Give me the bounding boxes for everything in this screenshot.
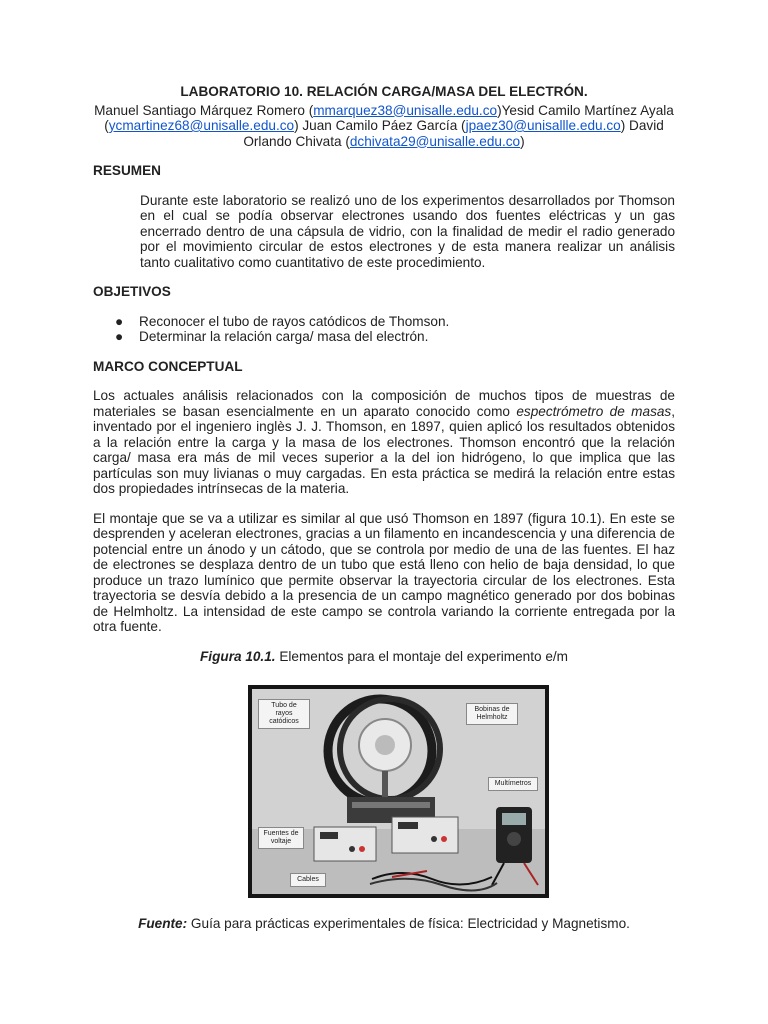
resumen-text: Durante este laboratorio se realizó uno de los experimentos desarrollados por Thomson en el cual se podía observar electrones usando dos fuentes eléctricas y un gas encerrado dentro de una cápsula de vidrio, con la finalidad de medir el radio generado por el movimiento circular de estos electrones y de esta manera realizar un análisis tanto cualitativo como cuantitativo de este procedimiento. (140, 192, 675, 270)
figure-caption-text: Elementos para el montaje del experimento e/m (275, 648, 568, 664)
author-3: ) Juan Camilo Páez García ( (294, 118, 466, 133)
marco-p1-part-b: , inventado por el ingeniero inglès J. J. Thomson, en 1897, quien aplicó los resultados obtenidos a la relación entre la carga y la masa de los electrones. Thomson encontró que la relación carga/ masa era más de mil veces superior a la del ion hidrógeno, lo que implica que las partículas son muy livianas o muy cargadas. En esta práctica se medirá la relación entre estas dos propiedades intrínsecas de la materia. (93, 403, 676, 496)
authors-close: ) (520, 133, 525, 149)
resumen-heading: RESUMEN (93, 163, 161, 178)
document-page (93, 84, 675, 664)
bullet-icon: ● (115, 329, 124, 344)
objetivos-list (93, 314, 675, 345)
label-multimetros: Multímetros (488, 777, 538, 791)
document-title: LABORATORIO 10. RELACIÓN CARGA/MASA DEL ELECTRÓN. (180, 84, 588, 99)
label-bobinas: Bobinas de Helmholtz (466, 703, 518, 725)
label-tubo: Tubo de rayos catódicos (258, 699, 310, 729)
label-cables: Cables (290, 873, 326, 887)
list-item (93, 314, 675, 330)
author-1: Manuel Santiago Márquez Romero ( (94, 102, 314, 118)
figure-source (93, 916, 675, 932)
marco-heading: MARCO CONCEPTUAL (93, 358, 243, 374)
list-item (93, 329, 675, 345)
marco-p1-italic: espectrómetro de masas (516, 403, 672, 419)
figure-caption (93, 649, 675, 665)
marco-paragraph-1 (93, 388, 675, 497)
label-fuentes: Fuentes de voltaje (258, 827, 304, 849)
figure-source-text: Guía para prácticas experimentales de física: Electricidad y Magnetismo. (187, 916, 630, 931)
author-4-email-link[interactable]: dchivata29@unisalle.edu.co (349, 133, 521, 149)
author-2-email-link[interactable]: ycmartinez68@unisalle.edu.co (108, 118, 295, 133)
bullet-icon: ● (115, 313, 124, 329)
objetivos-heading: OBJETIVOS (93, 284, 171, 299)
author-4: ) David Orlando Chivata ( (243, 118, 664, 149)
objetivo-text: Reconocer el tubo de rayos catódicos de Thomson. (139, 313, 450, 329)
figure-photo (252, 689, 545, 894)
authors-line (93, 103, 675, 150)
author-3-email-link[interactable]: jpaez30@unisallle.edu.co (465, 118, 621, 133)
objetivo-text: Determinar la relación carga/ masa del electrón. (139, 329, 429, 344)
author-1-email-link[interactable]: mmarquez38@unisalle.edu.co (313, 102, 498, 118)
marco-paragraph-2: El montaje que se va a utilizar es similar al que usó Thomson en 1897 (figura 10.1). En este se desprenden y aceleran electrones, gracias a un filamento en incandescencia y una diferencia de potencial entre un ánodo y un cátodo, que se controla por medio de una de las fuentes. El haz de electrones se desplaza dentro de un tubo que está lleno con helio de baja densidad, lo que produce un trazo lumínico que permite observar la trayectoria circular de los electrones. Esta trayectoria se desvía debido a la presencia de un campo magnético generado por dos bobinas de Helmholtz. La intensidad de este campo se controla variando la corriente entregada por la otra fuente. (93, 510, 675, 634)
figure-caption-label: Figura 10.1. (200, 648, 276, 664)
marco-p1-part-a: Los actuales análisis relacionados con la composición de muchos tipos de muestras de materiales se basan esencialmente en un aparato conocido como (93, 388, 675, 419)
figure-source-label: Fuente: (138, 916, 188, 931)
figure-10-1 (248, 685, 549, 898)
author-2: )Yesid Camilo Martínez Ayala ( (104, 102, 674, 133)
